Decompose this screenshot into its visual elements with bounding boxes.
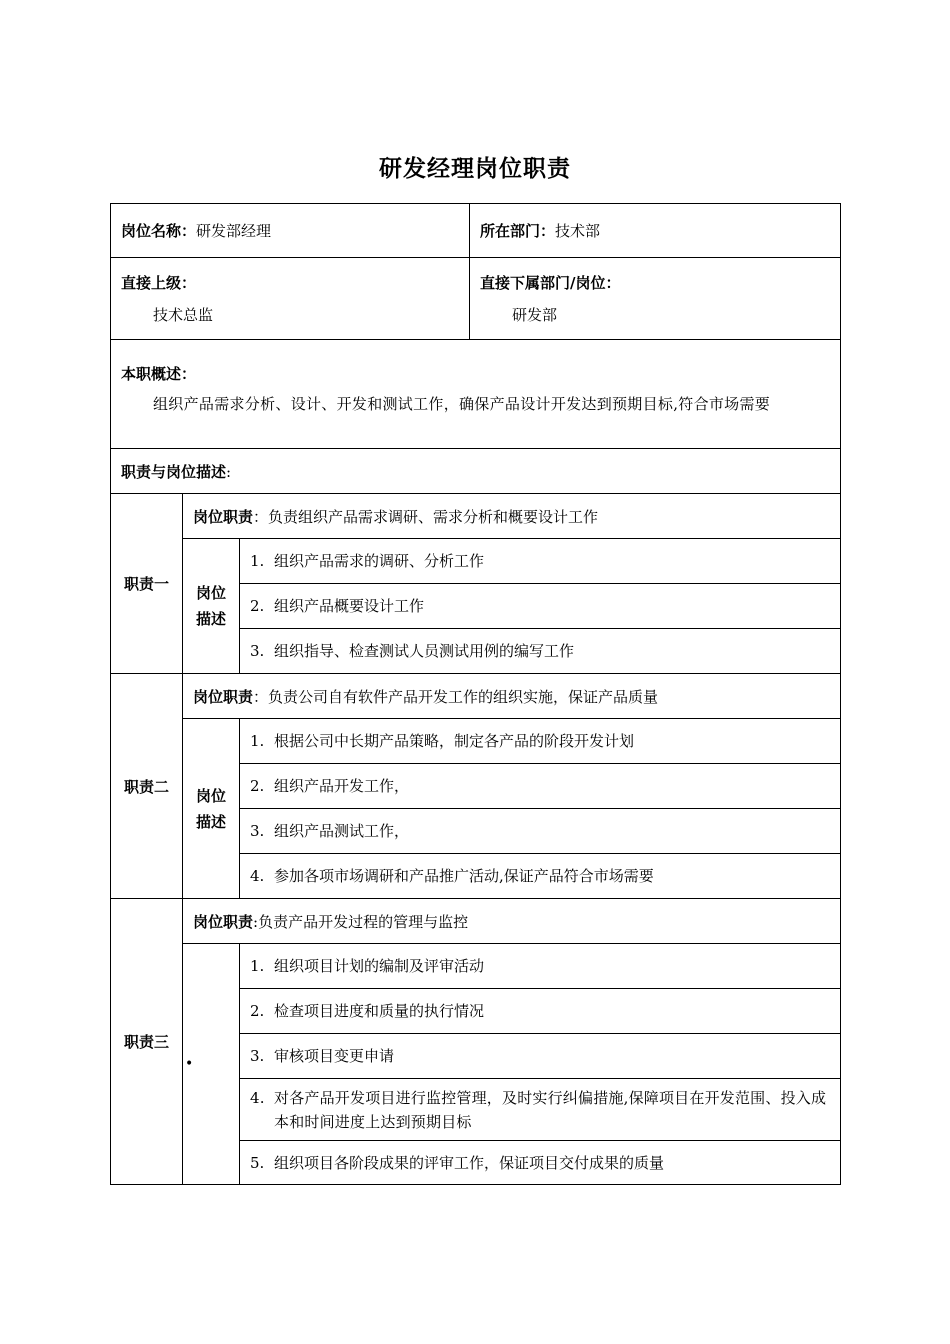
- duty-2-item-row: [111, 719, 841, 764]
- document-title: 研发经理岗位职责: [379, 155, 571, 182]
- item-number: 3.: [250, 822, 265, 840]
- duty-2-duty-sep: ：: [253, 687, 269, 706]
- duty-3-duty-cell: [183, 899, 841, 944]
- job-description-table: [110, 203, 841, 1185]
- summary-text: 组织产品需求分析、设计、开发和测试工作，确保产品设计开发达到预期目标,符合市场需要: [153, 395, 771, 413]
- item-text: 检查项目进度和质量的执行情况: [274, 1002, 485, 1020]
- department-value: 技术部: [555, 222, 601, 240]
- duty-3-item-row: [111, 944, 841, 989]
- position-label: 岗位名称：: [121, 222, 197, 240]
- item-number: 4.: [250, 1088, 265, 1107]
- duty-3-item-1-cell: [240, 944, 841, 989]
- item-number: 4.: [250, 867, 265, 885]
- duty-3-duty-text: 负责产品开发过程的管理与监控: [258, 912, 469, 931]
- duty-1-name-cell: [111, 494, 183, 674]
- duties-header-row: [111, 449, 841, 494]
- duty-1-name: 职责一: [123, 575, 169, 593]
- duties-header-label: 职责与岗位描述: [121, 462, 227, 481]
- list-item: [240, 1044, 840, 1068]
- item-number: 2.: [250, 777, 265, 795]
- duty-3-name-cell: [111, 899, 183, 1185]
- duty-3-name: 职责三: [123, 1033, 169, 1051]
- job-description-table-wrapper: [110, 203, 840, 1185]
- duty-3-row: [111, 899, 841, 944]
- item-text: 组织产品需求的调研、分析工作: [274, 552, 485, 570]
- duty-2-duty-label: 岗位职责: [193, 687, 254, 706]
- item-number: 1.: [250, 732, 265, 750]
- duty-1-duty-cell: [183, 494, 841, 539]
- department-label: 所在部门：: [480, 222, 556, 240]
- item-text: 组织项目计划的编制及评审活动: [274, 957, 485, 975]
- list-item: [240, 1086, 840, 1134]
- item-number: 2.: [250, 597, 265, 615]
- duty-1-item-2-cell: [240, 584, 841, 629]
- superior-value: 技术总监: [153, 305, 214, 324]
- duty-3-item-4-cell: [240, 1079, 841, 1141]
- header-row-2: [111, 258, 841, 340]
- item-number: 3.: [250, 642, 265, 660]
- duty-1-item-3-cell: [240, 629, 841, 674]
- duty-1-duty-text: 负责组织产品需求调研、需求分析和概要设计工作: [268, 507, 599, 526]
- duty-3-item-2-cell: [240, 989, 841, 1034]
- bullet-icon: •: [185, 1056, 194, 1072]
- duty-2-desc-label-1: 岗位: [195, 786, 226, 805]
- list-item: [240, 639, 840, 663]
- list-item: [240, 549, 840, 573]
- item-text: 组织指导、检查测试人员测试用例的编写工作: [274, 642, 575, 660]
- duty-2-name: 职责二: [123, 777, 169, 796]
- list-item: [240, 1151, 840, 1175]
- duty-2-item-3-cell: [240, 809, 841, 854]
- duty-3-item-5-cell: [240, 1141, 841, 1185]
- header-row-1: [111, 204, 841, 258]
- item-text: 对各产品开发项目进行监控管理，及时实行纠偏措施,保障项目在开发范围、投入成本和时间进度上达到预期目标: [274, 1088, 827, 1131]
- item-text: 参加各项市场调研和产品推广活动,保证产品符合市场需要: [274, 867, 654, 885]
- duty-3-duty-label: 岗位职责: [193, 912, 254, 931]
- duty-2-duty-text: 负责公司自有软件产品开发工作的组织实施，保证产品质量: [268, 687, 659, 706]
- duty-2-item-1-cell: [240, 719, 841, 764]
- list-item: [240, 999, 840, 1023]
- list-item: [240, 864, 840, 888]
- position-cell: [111, 204, 470, 258]
- duty-1-row: [111, 494, 841, 539]
- item-text: 组织产品概要设计工作: [274, 597, 425, 615]
- summary-row: [111, 340, 841, 449]
- list-item: [240, 594, 840, 618]
- subordinate-cell: [470, 258, 841, 340]
- duty-3-desc-label-cell: [183, 944, 240, 1185]
- duty-2-item-4-cell: [240, 854, 841, 899]
- duty-1-duty-sep: ：: [253, 507, 269, 526]
- duty-2-duty-cell: [183, 674, 841, 719]
- duty-1-duty-label: 岗位职责: [193, 507, 254, 526]
- list-item: [240, 954, 840, 978]
- duties-header-colon: :: [226, 462, 232, 481]
- list-item: [240, 774, 840, 798]
- duty-3-duty-sep: :: [253, 912, 259, 931]
- superior-label: 直接上级：: [121, 273, 197, 292]
- duty-2-desc-label-cell: [183, 719, 240, 899]
- duties-header-cell: [111, 449, 841, 494]
- item-number: 5.: [250, 1153, 265, 1172]
- item-text: 组织产品测试工作，: [274, 822, 410, 840]
- item-text: 组织产品开发工作，: [274, 777, 410, 795]
- duty-1-desc-label-1: 岗位: [195, 584, 226, 602]
- duty-1-item-row: [111, 539, 841, 584]
- duty-2-row: [111, 674, 841, 719]
- item-number: 3.: [250, 1047, 265, 1065]
- duty-2-item-2-cell: [240, 764, 841, 809]
- subordinate-value: 研发部: [512, 305, 558, 324]
- duty-1-desc-label-cell: [183, 539, 240, 674]
- duty-2-desc-label-2: 描述: [195, 812, 226, 831]
- department-cell: [470, 204, 841, 258]
- duty-3-item-3-cell: [240, 1034, 841, 1079]
- position-value: 研发部经理: [196, 222, 272, 240]
- summary-label: 本职概述：: [121, 365, 197, 383]
- item-number: 1.: [250, 552, 265, 570]
- item-number: 2.: [250, 1002, 265, 1020]
- summary-cell: [111, 340, 841, 449]
- superior-cell: [111, 258, 470, 340]
- item-text: 组织项目各阶段成果的评审工作，保证项目交付成果的质量: [274, 1153, 665, 1172]
- duty-1-item-1-cell: [240, 539, 841, 584]
- item-text: 审核项目变更申请: [274, 1047, 395, 1065]
- list-item: [240, 819, 840, 843]
- item-text: 根据公司中长期产品策略，制定各产品的阶段开发计划: [274, 732, 635, 750]
- duty-2-name-cell: [111, 674, 183, 899]
- item-number: 1.: [250, 957, 265, 975]
- duty-1-desc-label-2: 描述: [195, 610, 226, 628]
- list-item: [240, 729, 840, 753]
- subordinate-label: 直接下属部门/岗位：: [480, 273, 621, 292]
